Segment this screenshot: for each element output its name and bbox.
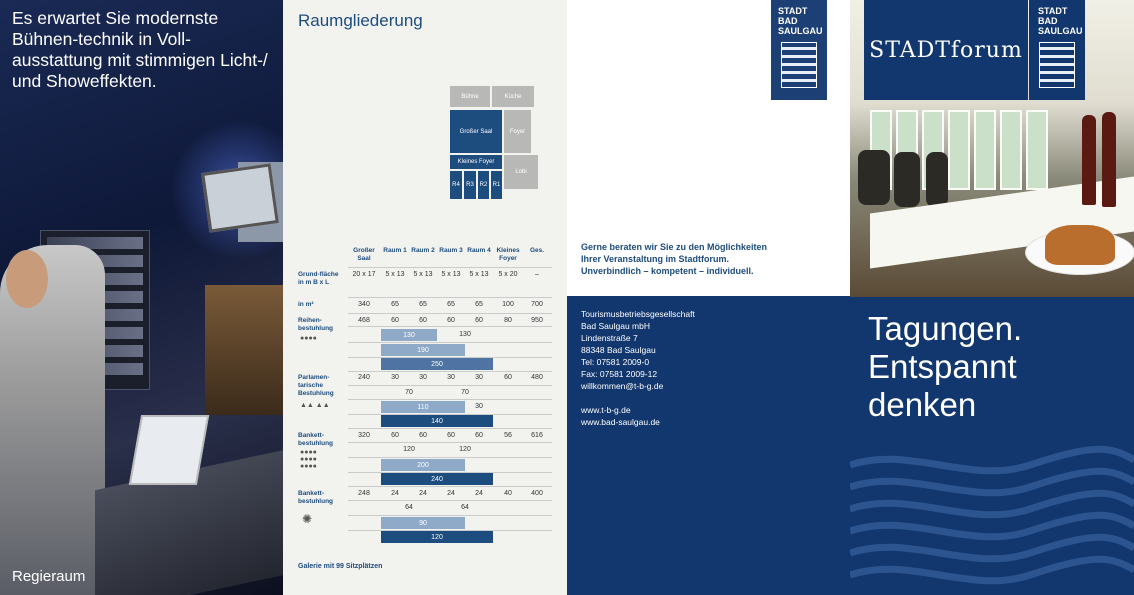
table-cell: 320 bbox=[358, 432, 370, 439]
room-layout-panel bbox=[283, 0, 567, 595]
col-header: Großer Saal bbox=[353, 247, 375, 262]
table-cell: 5 x 13 bbox=[469, 271, 489, 278]
table-cell: 120 bbox=[403, 446, 415, 453]
table-cell: 65 bbox=[419, 301, 427, 308]
combined-bar: 190 bbox=[381, 344, 465, 356]
seating-icon: ●●●● ●●●● ●●●● bbox=[300, 449, 317, 470]
combined-bar: 130 bbox=[381, 329, 437, 341]
monitor bbox=[201, 163, 279, 232]
address-line: Bad Saulgau mbH bbox=[581, 321, 650, 331]
table-cell: 56 bbox=[504, 432, 512, 439]
window-background bbox=[205, 285, 283, 415]
table-cell: 468 bbox=[358, 317, 370, 324]
table-cell: 60 bbox=[391, 317, 399, 324]
table-cell: 70 bbox=[405, 389, 413, 396]
col-header: Ges. bbox=[529, 247, 545, 254]
fax: Fax: 07581 2009-12 bbox=[581, 369, 658, 379]
table-cell: 60 bbox=[447, 432, 455, 439]
table-cell: 24 bbox=[475, 490, 483, 497]
photo-caption: Regieraum bbox=[12, 568, 86, 585]
table-cell: 30 bbox=[447, 374, 455, 381]
room-r1: R1 bbox=[491, 171, 502, 199]
subtitle-line: Entspannt bbox=[868, 348, 1017, 385]
row-label: Grund-fläche in m B x L bbox=[298, 271, 339, 286]
cover-subtitle bbox=[868, 348, 1017, 424]
table-cell: 30 bbox=[475, 374, 483, 381]
address bbox=[581, 308, 695, 428]
table-cell: 40 bbox=[504, 490, 512, 497]
combined-bar: 200 bbox=[381, 459, 465, 471]
room-foyer: Foyer bbox=[504, 110, 531, 153]
col-header: Raum 1 bbox=[383, 247, 407, 254]
seating-icon: ▲▲ ▲▲ bbox=[300, 402, 330, 409]
address-line: Lindenstraße 7 bbox=[581, 333, 638, 343]
row-label: in m² bbox=[298, 301, 314, 308]
table-cell: 65 bbox=[447, 301, 455, 308]
website-link[interactable]: www.bad-saulgau.de bbox=[581, 417, 660, 427]
room-grosser-saal: Großer Saal bbox=[450, 110, 502, 153]
coat-of-arms-icon bbox=[1039, 42, 1075, 88]
room-kueche: Küche bbox=[492, 86, 534, 107]
table-cell: 30 bbox=[419, 374, 427, 381]
table-cell: 30 bbox=[391, 374, 399, 381]
room-kleines-foyer: Kleines Foyer bbox=[450, 155, 502, 169]
table-cell: 240 bbox=[358, 374, 370, 381]
table-cell: 60 bbox=[419, 432, 427, 439]
table-cell: 70 bbox=[461, 389, 469, 396]
room-buehne: Bühne bbox=[450, 86, 490, 107]
room-r2: R2 bbox=[478, 171, 489, 199]
website-link[interactable]: www.t-b-g.de bbox=[581, 405, 631, 415]
table-cell: 248 bbox=[358, 490, 370, 497]
contact-panel bbox=[567, 0, 850, 595]
table-cell: 65 bbox=[391, 301, 399, 308]
phone: Tel: 07581 2009-0 bbox=[581, 357, 650, 367]
table-cell: 130 bbox=[459, 331, 471, 338]
table-cell: 24 bbox=[391, 490, 399, 497]
combined-bar: 250 bbox=[381, 358, 493, 370]
table-cell: 24 bbox=[447, 490, 455, 497]
table-cell: 120 bbox=[459, 446, 471, 453]
table-cell: 700 bbox=[531, 301, 543, 308]
round-table-icon: ✺ bbox=[302, 512, 313, 526]
stage-headline: Es erwartet Sie modernste Bühnen-technik in Voll-ausstattung mit stimmigen Licht-/ und Showeffekten. bbox=[12, 8, 268, 91]
technician-head bbox=[6, 250, 48, 308]
room-lobi: Lobi bbox=[504, 155, 538, 189]
table-cell: 950 bbox=[531, 317, 543, 324]
coat-of-arms-icon bbox=[781, 42, 817, 88]
table-cell: – bbox=[535, 271, 539, 278]
combined-bar: 110 bbox=[381, 401, 465, 413]
table-cell: 60 bbox=[504, 374, 512, 381]
laptop bbox=[129, 415, 209, 485]
col-header: Raum 2 bbox=[411, 247, 435, 254]
cover-title: Tagungen. bbox=[868, 310, 1023, 347]
table-cell: 64 bbox=[405, 504, 413, 511]
room-r3: R3 bbox=[464, 171, 476, 199]
city-logo bbox=[1029, 0, 1085, 100]
table-cell: 5 x 13 bbox=[385, 271, 405, 278]
row-label: Bankett-bestuhlung bbox=[298, 490, 334, 505]
stadtforum-logo: STADTforum bbox=[864, 0, 1028, 100]
table-cell: 80 bbox=[504, 317, 512, 324]
row-label: Parlamen-tarische Bestuhlung bbox=[298, 374, 334, 397]
cover-panel bbox=[850, 0, 1134, 595]
col-header: Raum 3 bbox=[439, 247, 463, 254]
table-cell: 20 x 17 bbox=[352, 271, 376, 278]
table-cell: 64 bbox=[461, 504, 469, 511]
stage-photo-panel bbox=[0, 0, 283, 595]
email-link[interactable]: willkommen@t-b-g.de bbox=[581, 381, 664, 391]
table-cell: 5 x 13 bbox=[441, 271, 461, 278]
combined-bar: 240 bbox=[381, 473, 493, 485]
table-cell: 65 bbox=[475, 301, 483, 308]
col-header: Raum 4 bbox=[467, 247, 491, 254]
wave-pattern bbox=[850, 445, 1134, 595]
table-cell: 60 bbox=[475, 317, 483, 324]
room-r4: R4 bbox=[450, 171, 462, 199]
combined-bar: 140 bbox=[381, 415, 493, 427]
row-label: Reihen-bestuhlung bbox=[298, 317, 334, 332]
table-cell: 480 bbox=[531, 374, 543, 381]
room-layout-title: Raumgliederung bbox=[298, 11, 423, 30]
table-cell: 60 bbox=[391, 432, 399, 439]
table-cell: 400 bbox=[531, 490, 543, 497]
table-cell: 340 bbox=[358, 301, 370, 308]
row-label: Bankett-bestuhlung bbox=[298, 432, 334, 447]
city-logo bbox=[771, 0, 827, 100]
address-line: 88348 Bad Saulgau bbox=[581, 345, 656, 355]
table-cell: 5 x 13 bbox=[413, 271, 433, 278]
table-cell: 100 bbox=[502, 301, 514, 308]
table-cell: 60 bbox=[447, 317, 455, 324]
combined-bar: 90 bbox=[381, 517, 465, 529]
address-block bbox=[567, 296, 850, 595]
seating-icon: ●●●● bbox=[300, 335, 317, 342]
address-line: Tourismusbetriebsgesellschaft bbox=[581, 309, 695, 319]
col-header: Kleines Foyer bbox=[496, 247, 520, 262]
advice-text: Gerne beraten wir Sie zu den Möglichkeiten Ihrer Veranstaltung im Stadtforum. Unverbindlich – kompetent – individuell. bbox=[581, 242, 768, 276]
logo-text: STADT BAD SAULGAU bbox=[1038, 6, 1083, 36]
table-cell: 5 x 20 bbox=[498, 271, 518, 278]
table-cell: 30 bbox=[475, 403, 483, 410]
table-cell: 60 bbox=[475, 432, 483, 439]
table-cell: 616 bbox=[531, 432, 543, 439]
combined-bar: 120 bbox=[381, 531, 493, 543]
subtitle-line: denken bbox=[868, 386, 977, 423]
table-cell: 24 bbox=[419, 490, 427, 497]
gallery-note: Galerie mit 99 Sitzplätzen bbox=[298, 563, 383, 570]
table-cell: 60 bbox=[419, 317, 427, 324]
logo-text: STADT BAD SAULGAU bbox=[778, 6, 823, 36]
